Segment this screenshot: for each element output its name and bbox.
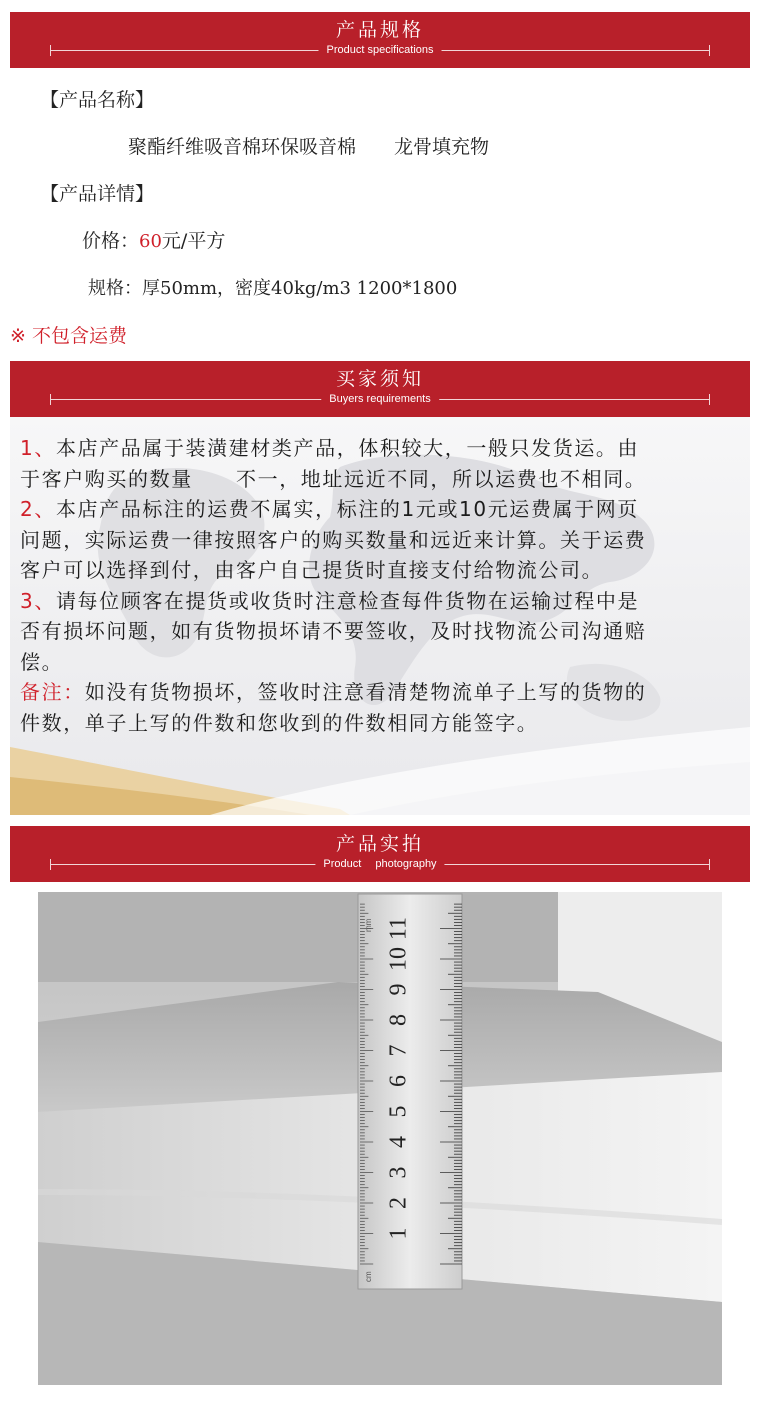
item-1-number: 1、: [20, 436, 56, 460]
ruler-number: 7: [385, 1044, 412, 1057]
notice-line: 偿。: [20, 649, 64, 674]
ruler-number: 10: [385, 947, 412, 971]
item-3-number: 3、: [20, 588, 56, 613]
notice-line: [20, 586, 748, 617]
ruler-number: 6: [385, 1075, 412, 1087]
ruler-number: 1: [385, 1227, 412, 1240]
ruler-number: 11: [385, 916, 412, 941]
freight-note: ※ 不包含运费: [10, 325, 127, 347]
price-value: 60: [139, 231, 162, 252]
ruler-number: 3: [385, 1166, 412, 1179]
price-label: 价格：: [82, 230, 140, 252]
ruler-unit-top: mm: [364, 918, 373, 932]
spec-banner-subtitle: Product specifications: [319, 43, 442, 57]
notice-line: 件数，单子上写的件数和您收到的件数相同方能签字。: [20, 710, 539, 735]
notice-banner-subtitle: Buyers requirements: [321, 392, 439, 406]
item-3-text: 请每位顾客在提货或收货时注意检查每件货物在运输过程中是: [55, 588, 640, 613]
photo-banner-subtitle: Product photography: [315, 857, 444, 871]
ruler-number: 2: [385, 1197, 412, 1209]
price-row: [82, 229, 225, 254]
item-2-number: 2、: [20, 497, 56, 521]
ruler-number: 9: [385, 983, 412, 996]
note-label: 备注：: [20, 680, 85, 704]
notice-line: 于客户购买的数量 不一，地址远近不同，所以运费也不相同。: [20, 466, 647, 491]
ruler-number: 5: [385, 1105, 412, 1118]
photo-banner: [10, 826, 750, 882]
product-photo-image: [38, 892, 722, 1385]
spec-banner-title: 产品规格: [335, 19, 424, 41]
notice-line: 问题，实际运费一律按照客户的购买数量和远近来计算。关于运费: [20, 527, 647, 552]
notice-line: [20, 433, 748, 464]
product-photo: [38, 892, 722, 1385]
notice-line: 客户可以选择到付，由客户自己提货时直接支付给物流公司。: [20, 558, 604, 582]
item-1-text: 本店产品属于装潢建材类产品，体积较大，一般只发货运。由: [55, 436, 640, 460]
notice-line: 否有损坏问题，如有货物损坏请不要签收，及时找物流公司沟通赔: [20, 619, 647, 643]
ruler-number: 8: [385, 1014, 412, 1026]
product-name-value: 聚酯纤维吸音棉环保吸音棉 龙骨填充物: [128, 136, 490, 158]
notice-text: [20, 433, 748, 738]
notice-banner-title: 买家须知: [335, 368, 424, 390]
notice-line: [20, 494, 748, 525]
ruler-number: 4: [385, 1136, 412, 1148]
spec-banner: [10, 12, 750, 68]
buyer-notice-panel: [10, 417, 750, 815]
note-text: 如没有货物损坏，签收时注意看清楚物流单子上写的货物的: [84, 680, 647, 704]
photo-banner-title: 产品实拍: [335, 833, 424, 855]
product-name-heading: 【产品名称】: [40, 89, 155, 111]
size-spec: 规格：厚50mm，密度40kg/m3 1200*1800: [88, 278, 458, 299]
ruler-unit-bottom: cm: [364, 1271, 373, 1282]
notice-banner: [10, 361, 750, 417]
product-detail-heading: 【产品详情】: [40, 183, 155, 205]
price-unit: 元/平方: [161, 230, 226, 252]
item-2-text: 本店产品标注的运费不属实，标注的1元或10元运费属于网页: [55, 497, 639, 521]
notice-line: [20, 677, 748, 708]
